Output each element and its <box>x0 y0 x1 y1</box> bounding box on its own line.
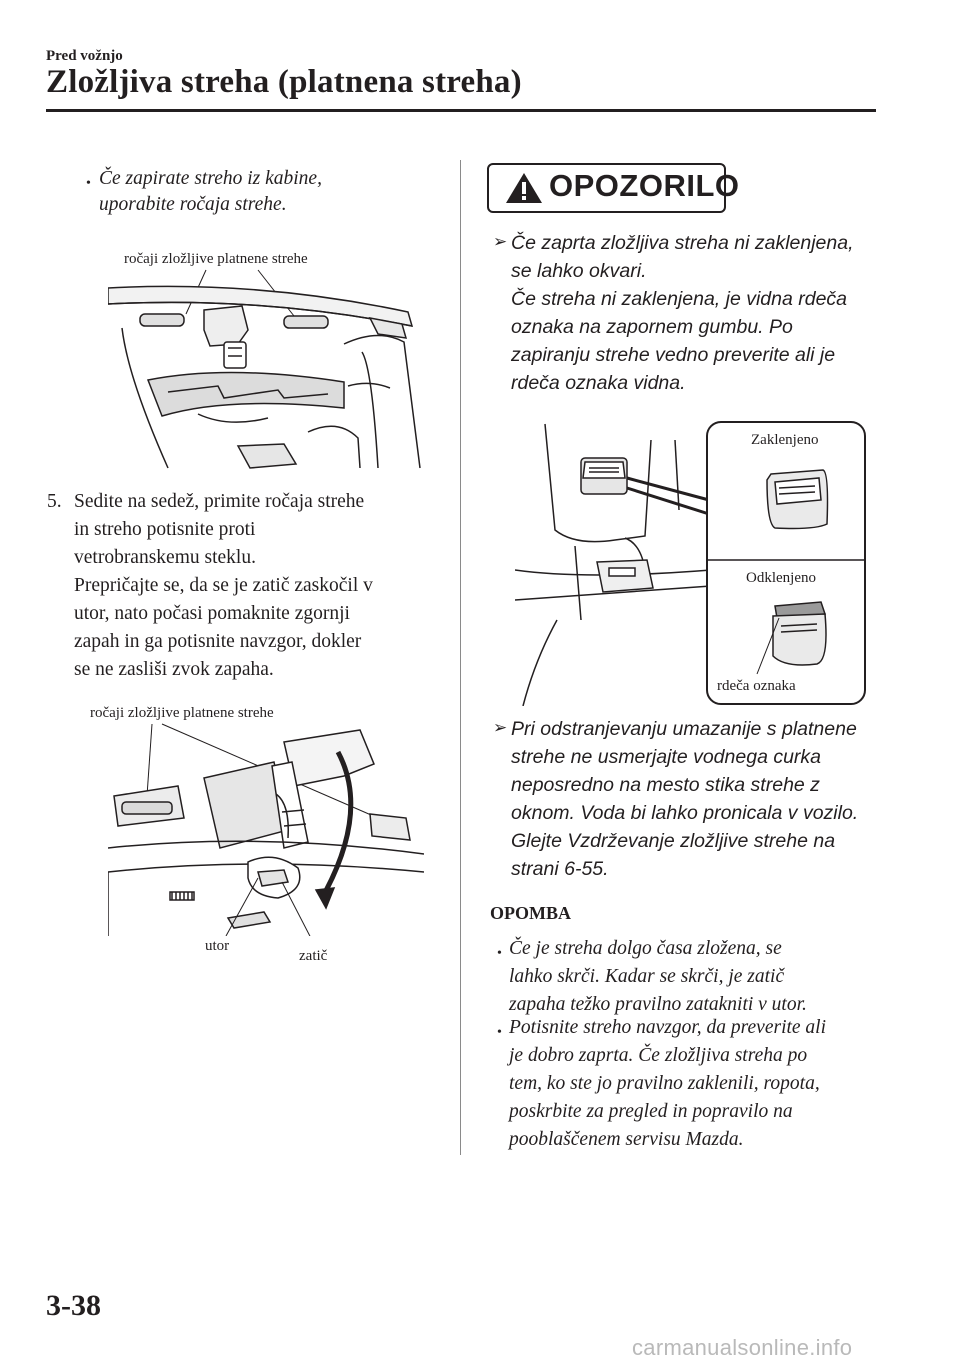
note-2-line-2: je dobro zaprta. Če zložljiva streha po <box>509 1045 808 1066</box>
note-2-line-3: tem, ko ste jo pravilno zaklenili, ropota, <box>509 1073 820 1094</box>
label-locked: Zaklenjeno <box>751 432 819 448</box>
bullet-1-line-1: Če zapirate streho iz kabine, <box>99 168 322 189</box>
figure-1-roof-handles <box>108 268 424 478</box>
step-5-line-2: in streho potisnite proti <box>74 519 256 540</box>
warning-1-line-3: Če streha ni zaklenjena, je vidna rdeča <box>511 288 848 310</box>
figure-2-label-handles: ročaji zložljive platnene strehe <box>90 705 274 721</box>
bullet-dot-icon: • <box>497 946 502 961</box>
warning-triangle-icon <box>505 171 543 210</box>
warning-1-line-5: zapiranju strehe vedno preverite ali je <box>511 344 836 366</box>
warning-2-line-1: Pri odstranjevanju umazanije s platnene <box>511 718 857 740</box>
warning-2-line-4: oknom. Voda bi lahko pronicala v vozilo. <box>511 802 859 824</box>
step-5-line-5: utor, nato počasi pomaknite zgornji <box>74 603 350 624</box>
label-red-mark: rdeča oznaka <box>717 678 796 694</box>
arrow-bullet-icon: ➢ <box>493 718 508 738</box>
watermark[interactable]: carmanualsonline.info <box>632 1335 853 1360</box>
section-label: Pred vožnjo <box>46 48 123 64</box>
figure-2-label-slot: utor <box>205 938 230 954</box>
warning-heading: OPOZORILO <box>549 168 740 203</box>
note-2-line-1: Potisnite streho navzgor, da preverite ali <box>509 1017 827 1038</box>
note-2-line-5: pooblaščenem servisu Mazda. <box>509 1129 744 1150</box>
arrow-bullet-icon: ➢ <box>493 232 508 252</box>
note-heading: OPOMBA <box>490 903 571 923</box>
warning-1-line-1: Če zaprta zložljiva streha ni zaklenjena, <box>511 232 854 254</box>
step-5-line-1: Sedite na sedež, primite ročaja strehe <box>74 491 365 512</box>
page-number: 3-38 <box>46 1289 101 1322</box>
warning-2-line-2: strehe ne usmerjajte vodnega curka <box>511 746 822 768</box>
label-unlocked: Odklenjeno <box>746 570 816 586</box>
note-1-line-3: zapaha težko pravilno zatakniti v utor. <box>509 994 807 1015</box>
figure-1-label: ročaji zložljive platnene strehe <box>124 251 308 267</box>
step-5-line-7: se ne zasliši zvok zapaha. <box>74 659 274 680</box>
warning-1-line-4: oznaka na zapornem gumbu. Po <box>511 316 793 338</box>
title-rule <box>46 109 876 112</box>
figure-lock-button <box>515 420 867 706</box>
step-5-line-3: vetrobranskemu steklu. <box>74 547 256 568</box>
note-1-line-2: lahko skrči. Kadar se skrči, je zatič <box>509 966 785 987</box>
step-5-line-6: zapah in ga potisnite navzgor, dokler <box>74 631 362 652</box>
figure-2-latch <box>108 722 424 936</box>
step-5-line-4: Prepričajte se, da se je zatič zaskočil v <box>74 575 373 596</box>
page-title: Zložljiva streha (platnena streha) <box>46 64 522 100</box>
note-2-line-4: poskrbite za pregled in popravilo na <box>509 1101 793 1122</box>
warning-1-line-6: rdeča oznaka vidna. <box>511 372 686 394</box>
bullet-dot-icon: • <box>86 176 91 191</box>
warning-2-line-5: Glejte Vzdrževanje zložljive strehe na <box>511 830 836 852</box>
warning-1-line-2: se lahko okvari. <box>511 260 647 282</box>
bullet-dot-icon: • <box>497 1025 502 1040</box>
note-1-line-1: Če je streha dolgo časa zložena, se <box>509 938 782 959</box>
bullet-1-line-2: uporabite ročaja strehe. <box>99 194 287 215</box>
warning-2-line-6: strani 6-55. <box>511 858 609 880</box>
column-divider <box>460 160 461 1155</box>
figure-2-label-pin: zatič <box>299 948 328 964</box>
step-5-number: 5. <box>47 491 62 512</box>
warning-2-line-3: neposredno na mesto stika strehe z <box>511 774 820 796</box>
